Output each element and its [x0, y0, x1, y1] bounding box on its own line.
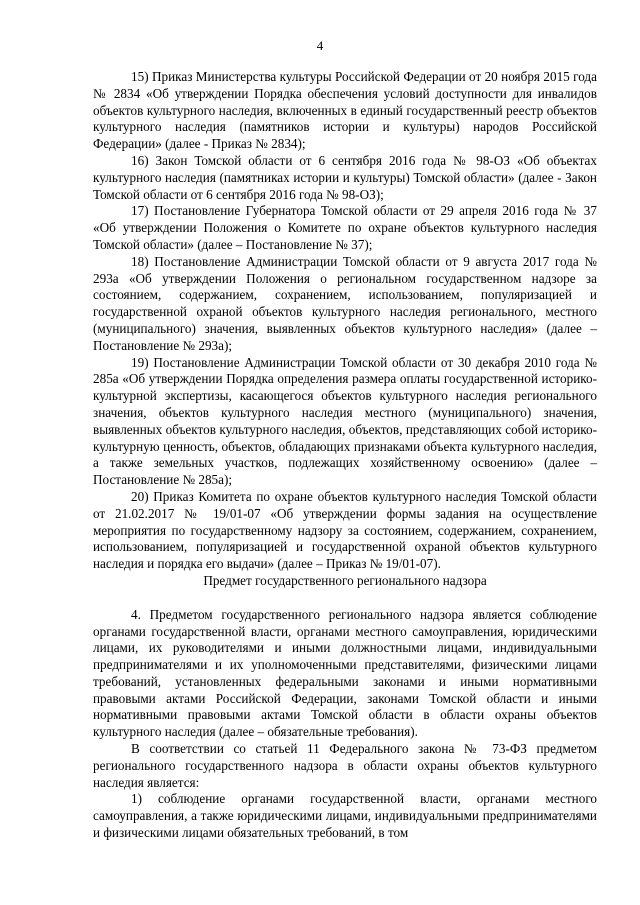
list-item-19: 19) Постановление Администрации Томской области от 30 декабря 2010 года № 285а «Об утверждении Порядка определения размера оплаты государственной историко-культурной экспертизы, касающегося объектов культурного наследия регионального значения, объектов культурного наследия местного (муниципального) значения, выявленных объектов культурного наследия, объектов, представляющих собой историко-культурную ценность, объектов, обладающих признаками объекта культурного наследия, а также земельных участков, подлежащих хозяйственному освоению» (далее – Постановление № 285а); — [93, 354, 597, 488]
list-item-20: 20) Приказ Комитета по охране объектов культурного наследия Томской области от 21.02.2017 № 19/01-07 «Об утверждении формы задания на осуществление мероприятия по государственному надзору за состоянием, содержанием, сохранением, использованием, популяризацией и государственной охраной объектов культурного наследия и порядка его выдачи» (далее – Приказ № 19/01-07). — [93, 488, 597, 572]
list-item-15: 15) Приказ Министерства культуры Российской Федерации от 20 ноября 2015 года № 2834 «Об утверждении Порядка обеспечения условий доступности для инвалидов объектов культурного наследия, включенных в единый государственный реестр объектов культурного наследия (памятников истории и культуры) народов Российской Федерации» (далее - Приказ № 2834); — [93, 69, 597, 152]
section-list-item-1: 1) соблюдение органами государственной власти, органами местного самоуправления, а также юридическими лицами, индивидуальными предпринимателями и физическими лицами обязательных требований, в том — [93, 791, 597, 841]
list-item-17: 17) Постановление Губернатора Томской области от 29 апреля 2016 года № 37 «Об утверждении Положения о Комитете по охране объектов культурного наследия Томской области» (далее – Постановление № 37); — [93, 203, 597, 252]
page-number: 4 — [316, 38, 324, 53]
section-paragraph-article-11: В соответствии со статьей 11 Федерального закона № 73-ФЗ предметом регионального государственного надзора в области охраны объектов культурного наследия является: — [93, 741, 597, 790]
list-item-18: 18) Постановление Администрации Томской области от 9 августа 2017 года № 293а «Об утверждении Положения о региональном государственном надзоре за состоянием, содержанием, сохранением, использованием, популяризацией и государственной охраной объектов культурного наследия регионального, местного (муниципального) значения, выявленных объектов культурного наследия» (далее – Постановление № 293а); — [93, 253, 597, 353]
document-body — [93, 69, 597, 842]
section-paragraph-4: 4. Предметом государственного регионального надзора является соблюдение органами государственной власти, органами местного самоуправления, юридическими лицами, их руководителями и иными должностными лицами, индивидуальными предпринимателями и их уполномоченными представителями, физическими лицами требований, установленных федеральными законами и иными нормативными правовыми актами Российской Федерации, законами Томской области и иными нормативными правовыми актами Томской области в области охраны объектов культурного наследия (далее – обязательные требования). — [93, 606, 597, 740]
list-item-16: 16) Закон Томской области от 6 сентября 2016 года № 98-ОЗ «Об объектах культурного наследия (памятниках истории и культуры) Томской области» (далее - Закон Томской области от 6 сентября 2016 года № 98-ОЗ); — [93, 152, 597, 202]
section-heading: Предмет государственного регионального надзора — [203, 572, 487, 588]
